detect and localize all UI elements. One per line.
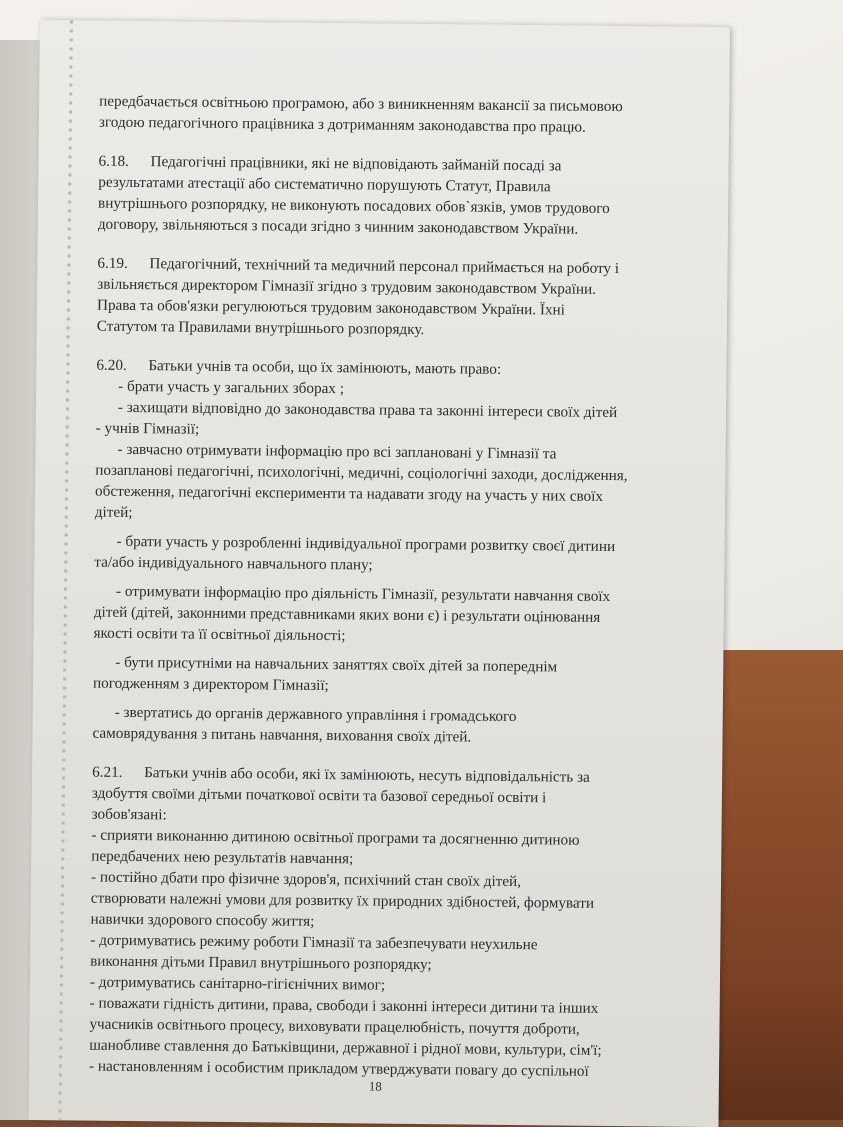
section-6-21 [89, 762, 692, 1083]
text-line: створювати належні умови для розвитку їх природних здібностей, формувати [90, 889, 595, 912]
text-line: результатами атестації або систематично порушують Статут, Правила [98, 173, 551, 196]
text-line: обстеження, педагогічні експерименти та надавати згоду на участь у них своїх [94, 482, 604, 505]
text-line: зобов'язані: [91, 805, 167, 824]
text-line: - поважати гідність дитини, права, свободи і законні інтереси дитини та інших [89, 994, 599, 1017]
text-line: - учнів Гімназії; [95, 419, 200, 438]
text-line: Права та обов'язки регулюються трудовим законодавством України. Їхні [96, 296, 566, 319]
section-number: 6.20. [96, 356, 127, 374]
text-line: Педагогічні працівники, які не відповідають займаній посаді за [150, 153, 562, 175]
text-line: - брати участь у розробленні індивідуальної програми розвитку своєї дитини [116, 532, 616, 556]
text-line: - отримувати інформацію про діяльність Гімназії, результати навчання своїх [115, 582, 611, 606]
document-page [28, 20, 729, 1127]
text-line: - брати участь у загальних зборах ; [118, 377, 345, 398]
text-line: позапланові педагогічні, психологічні, медичні, соціологічні заходи, дослідження, [95, 461, 628, 485]
text-line: учасників освітнього процесу, виховувати працелюбність, почуття доброти, [89, 1015, 580, 1038]
section-number: 6.18. [98, 152, 129, 170]
text-line: Педагогічний, технічний та медичний персонал приймається на роботу і [149, 255, 620, 278]
list-item [94, 531, 694, 579]
section-number: 6.19. [97, 254, 128, 272]
text-line: та/або індивідуального навчального плану; [94, 553, 373, 574]
text-line: шанобливе ставлення до Батьківщини, державної і рідної мови, культури, сім'ї; [89, 1036, 602, 1059]
text-line: навички здорового способу життя; [90, 910, 315, 930]
section-6-18 [98, 151, 699, 241]
text-line: виконання дітьми Правил внутрішнього розпорядку; [90, 952, 432, 974]
rights-list [96, 376, 696, 424]
text-line: - постійно дбати про фізичне здоров'я, психічний стан своїх дітей, [90, 868, 522, 891]
text-line: - захищати відповідно до законодавства права та законні інтереси своїх дітей [117, 398, 618, 422]
text-line: Статутом та Правилами внутрішнього розпорядку. [96, 317, 425, 339]
text-line: дітей (дітей, законними представниками яких вони є) і результати оцінювання [93, 603, 601, 626]
text-line: - настановленням і особистим прикладом утверджувати повагу до суспільної [88, 1057, 589, 1080]
text-line: - дотримуватись санітарно-гігієнічних вимог; [89, 973, 386, 994]
text-line: згодою педагогічного працівника з дотриманням законодавства про працю. [98, 113, 586, 136]
list-item [93, 652, 693, 700]
text-line: звільняється директором Гімназії згідно з трудовим законодавством України. [97, 275, 597, 298]
text-line: - дотримуватись режиму роботи Гімназії та забезпечувати неухильне [90, 931, 538, 954]
text-line: передбачається освітньою програмою, або з виникненням вакансії за письмовою [99, 92, 623, 116]
text-line: - звертатись до органів державного управління і громадського [114, 703, 517, 726]
list-item [95, 439, 696, 529]
text-line: якості освіти та її освітньої діяльності; [93, 624, 346, 645]
section-6-19 [97, 253, 698, 343]
page-number: 18 [368, 1078, 383, 1094]
text-line: погодженням з директором Гімназії; [92, 674, 329, 695]
paragraph-continued [99, 91, 699, 139]
page-content [89, 91, 699, 1101]
text-line: самоврядування з питань навчання, виховання своїх дітей. [92, 724, 472, 746]
text-line: здобуття своїми дітьми початкової освіти та базової середньої освіти і [91, 784, 547, 807]
list-item [93, 581, 694, 650]
text-line: договору, звільняються з посади згідно з чинним законодавством України. [97, 215, 579, 238]
text-line: внутрішнього розпорядку, не виконують посадових обов`язків, умов трудового [97, 194, 610, 217]
binding-holes [58, 20, 73, 1120]
text-line: передбачених нею результатів навчання; [91, 847, 354, 868]
text-line: - сприяти виконанню дитиною освітньої програми та досягненню дитиною [91, 826, 580, 849]
section-6-20 [92, 355, 696, 750]
list-item [92, 702, 692, 750]
text-line: - завчасно отримувати інформацію про всі заплановані у Гімназії та [117, 440, 557, 463]
text-line: Батьки учнів або особи, які їх замінюють, несуть відповідальність за [144, 764, 590, 786]
section-number: 6.21. [92, 763, 123, 781]
text-line: дітей; [94, 503, 133, 521]
text-line: - бути присутніми на навчальних заняттях своїх дітей за попереднім [115, 653, 558, 676]
text-line: Батьки учнів та особи, що їх замінюють, мають право: [148, 357, 502, 378]
